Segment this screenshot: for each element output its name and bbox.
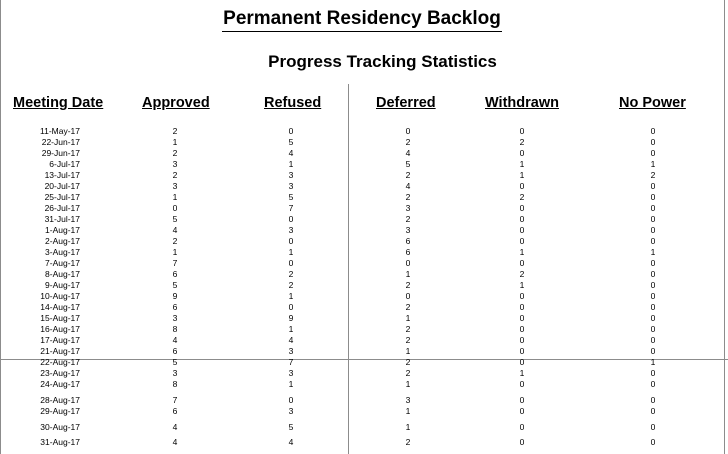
cell-meeting-date: 22-Aug-17	[40, 357, 80, 367]
cell-approved: 8	[172, 324, 178, 334]
table-row	[0, 269, 728, 280]
table-row	[0, 422, 728, 433]
table-row	[0, 379, 728, 390]
cell-refused: 0	[288, 126, 294, 136]
cell-meeting-date: 11-May-17	[40, 126, 80, 136]
table-row	[0, 148, 728, 159]
cell-no-power: 0	[650, 192, 656, 202]
cell-approved: 1	[172, 247, 178, 257]
cell-refused: 5	[288, 192, 294, 202]
cell-approved: 8	[172, 379, 178, 389]
cell-refused: 3	[288, 406, 294, 416]
table-row	[0, 357, 728, 368]
table-row	[0, 203, 728, 214]
header-no-power: No Power	[619, 95, 686, 111]
cell-deferred: 1	[405, 269, 411, 279]
table-row	[0, 313, 728, 324]
cell-approved: 4	[172, 422, 178, 432]
cell-approved: 3	[172, 313, 178, 323]
cell-approved: 9	[172, 291, 178, 301]
table-row	[0, 324, 728, 335]
cell-refused: 4	[288, 148, 294, 158]
cell-deferred: 1	[405, 422, 411, 432]
cell-deferred: 2	[405, 192, 411, 202]
cell-meeting-date: 15-Aug-17	[40, 313, 80, 323]
cell-no-power: 0	[650, 137, 656, 147]
cell-meeting-date: 20-Jul-17	[44, 181, 80, 191]
cell-meeting-date: 9-Aug-17	[45, 280, 80, 290]
cell-approved: 6	[172, 346, 178, 356]
cell-no-power: 0	[650, 395, 656, 405]
table-row	[0, 258, 728, 269]
cell-no-power: 0	[650, 214, 656, 224]
cell-deferred: 0	[405, 126, 411, 136]
cell-withdrawn: 1	[519, 368, 525, 378]
cell-no-power: 0	[650, 148, 656, 158]
cell-refused: 1	[288, 247, 294, 257]
cell-no-power: 0	[650, 225, 656, 235]
cell-approved: 2	[172, 126, 178, 136]
cell-approved: 3	[172, 159, 178, 169]
cell-deferred: 2	[405, 368, 411, 378]
cell-refused: 0	[288, 214, 294, 224]
cell-approved: 7	[172, 258, 178, 268]
cell-meeting-date: 16-Aug-17	[40, 324, 80, 334]
table-row	[0, 395, 728, 406]
cell-approved: 4	[172, 225, 178, 235]
table-row	[0, 406, 728, 417]
cell-withdrawn: 0	[519, 258, 525, 268]
cell-refused: 3	[288, 225, 294, 235]
cell-deferred: 4	[405, 148, 411, 158]
table-row	[0, 302, 728, 313]
cell-approved: 3	[172, 181, 178, 191]
cell-refused: 5	[288, 137, 294, 147]
cell-withdrawn: 0	[519, 335, 525, 345]
cell-withdrawn: 2	[519, 192, 525, 202]
cell-meeting-date: 22-Jun-17	[41, 137, 80, 147]
cell-refused: 1	[288, 379, 294, 389]
cell-withdrawn: 0	[519, 225, 525, 235]
cell-approved: 6	[172, 269, 178, 279]
table-row	[0, 214, 728, 225]
cell-no-power: 0	[650, 291, 656, 301]
cell-meeting-date: 10-Aug-17	[40, 291, 80, 301]
cell-refused: 2	[288, 269, 294, 279]
cell-meeting-date: 31-Jul-17	[44, 214, 80, 224]
cell-deferred: 3	[405, 203, 411, 213]
table-row	[0, 368, 728, 379]
cell-refused: 1	[288, 159, 294, 169]
cell-approved: 4	[172, 437, 178, 447]
cell-no-power: 0	[650, 236, 656, 246]
header-withdrawn: Withdrawn	[485, 95, 559, 111]
cell-no-power: 1	[650, 159, 656, 169]
cell-deferred: 2	[405, 137, 411, 147]
table-row	[0, 247, 728, 258]
cell-refused: 1	[288, 291, 294, 301]
cell-withdrawn: 0	[519, 357, 525, 367]
cell-refused: 1	[288, 324, 294, 334]
cell-deferred: 2	[405, 335, 411, 345]
cell-meeting-date: 24-Aug-17	[40, 379, 80, 389]
cell-meeting-date: 6-Jul-17	[49, 159, 80, 169]
table-row	[0, 236, 728, 247]
cell-meeting-date: 30-Aug-17	[40, 422, 80, 432]
cell-meeting-date: 25-Jul-17	[44, 192, 80, 202]
cell-deferred: 2	[405, 280, 411, 290]
cell-meeting-date: 29-Jun-17	[41, 148, 80, 158]
cell-meeting-date: 8-Aug-17	[45, 269, 80, 279]
cell-no-power: 0	[650, 422, 656, 432]
cell-approved: 5	[172, 214, 178, 224]
cell-approved: 2	[172, 170, 178, 180]
cell-approved: 1	[172, 192, 178, 202]
cell-refused: 4	[288, 437, 294, 447]
cell-no-power: 0	[650, 406, 656, 416]
cell-refused: 0	[288, 395, 294, 405]
cell-deferred: 0	[405, 291, 411, 301]
table-row	[0, 335, 728, 346]
cell-refused: 7	[288, 203, 294, 213]
cell-withdrawn: 1	[519, 159, 525, 169]
cell-approved: 6	[172, 302, 178, 312]
cell-withdrawn: 0	[519, 437, 525, 447]
cell-refused: 9	[288, 313, 294, 323]
table-row	[0, 346, 728, 357]
cell-meeting-date: 23-Aug-17	[40, 368, 80, 378]
cell-withdrawn: 1	[519, 170, 525, 180]
cell-no-power: 1	[650, 247, 656, 257]
cell-deferred: 5	[405, 159, 411, 169]
cell-withdrawn: 0	[519, 291, 525, 301]
cell-withdrawn: 2	[519, 137, 525, 147]
cell-no-power: 0	[650, 302, 656, 312]
cell-no-power: 0	[650, 346, 656, 356]
cell-deferred: 2	[405, 214, 411, 224]
cell-meeting-date: 29-Aug-17	[40, 406, 80, 416]
cell-withdrawn: 0	[519, 181, 525, 191]
cell-meeting-date: 14-Aug-17	[40, 302, 80, 312]
cell-withdrawn: 0	[519, 302, 525, 312]
cell-withdrawn: 0	[519, 379, 525, 389]
table-row	[0, 225, 728, 236]
cell-deferred: 1	[405, 346, 411, 356]
cell-no-power: 2	[650, 170, 656, 180]
cell-meeting-date: 17-Aug-17	[40, 335, 80, 345]
cell-no-power: 1	[650, 357, 656, 367]
cell-refused: 3	[288, 368, 294, 378]
table-row	[0, 280, 728, 291]
cell-no-power: 0	[650, 324, 656, 334]
cell-refused: 0	[288, 258, 294, 268]
cell-meeting-date: 21-Aug-17	[40, 346, 80, 356]
cell-approved: 3	[172, 368, 178, 378]
table-row	[0, 159, 728, 170]
cell-withdrawn: 0	[519, 148, 525, 158]
cell-refused: 5	[288, 422, 294, 432]
cell-withdrawn: 0	[519, 203, 525, 213]
cell-approved: 4	[172, 335, 178, 345]
cell-approved: 0	[172, 203, 178, 213]
cell-no-power: 0	[650, 379, 656, 389]
cell-approved: 5	[172, 280, 178, 290]
table-row	[0, 126, 728, 137]
cell-approved: 5	[172, 357, 178, 367]
cell-deferred: 0	[405, 258, 411, 268]
cell-deferred: 6	[405, 247, 411, 257]
document-subtitle: Progress Tracking Statistics	[268, 52, 497, 71]
document-title: Permanent Residency Backlog	[222, 8, 502, 32]
cell-approved: 6	[172, 406, 178, 416]
cell-refused: 0	[288, 236, 294, 246]
cell-deferred: 3	[405, 395, 411, 405]
cell-deferred: 2	[405, 437, 411, 447]
cell-meeting-date: 26-Jul-17	[44, 203, 80, 213]
cell-refused: 4	[288, 335, 294, 345]
cell-no-power: 0	[650, 368, 656, 378]
cell-deferred: 1	[405, 406, 411, 416]
header-deferred: Deferred	[376, 95, 436, 111]
cell-refused: 2	[288, 280, 294, 290]
cell-withdrawn: 0	[519, 324, 525, 334]
cell-no-power: 0	[650, 280, 656, 290]
cell-refused: 3	[288, 170, 294, 180]
cell-withdrawn: 1	[519, 280, 525, 290]
header-refused: Refused	[264, 95, 322, 111]
cell-meeting-date: 28-Aug-17	[40, 395, 80, 405]
table-row	[0, 291, 728, 302]
cell-deferred: 2	[405, 324, 411, 334]
cell-deferred: 3	[405, 225, 411, 235]
cell-withdrawn: 0	[519, 406, 525, 416]
cell-deferred: 2	[405, 302, 411, 312]
cell-no-power: 0	[650, 313, 656, 323]
cell-meeting-date: 7-Aug-17	[45, 258, 80, 268]
cell-withdrawn: 0	[519, 313, 525, 323]
cell-withdrawn: 1	[519, 247, 525, 257]
cell-deferred: 2	[405, 357, 411, 367]
header-meeting-date: Meeting Date	[13, 95, 104, 111]
table-row	[0, 192, 728, 203]
table-row	[0, 181, 728, 192]
cell-approved: 2	[172, 148, 178, 158]
cell-no-power: 0	[650, 335, 656, 345]
cell-no-power: 0	[650, 269, 656, 279]
header-approved: Approved	[142, 95, 210, 111]
cell-withdrawn: 0	[519, 422, 525, 432]
table-row	[0, 170, 728, 181]
cell-meeting-date: 3-Aug-17	[45, 247, 80, 257]
cell-deferred: 1	[405, 313, 411, 323]
cell-no-power: 0	[650, 258, 656, 268]
cell-deferred: 6	[405, 236, 411, 246]
table-row	[0, 437, 728, 448]
cell-deferred: 1	[405, 379, 411, 389]
cell-approved: 7	[172, 395, 178, 405]
cell-no-power: 0	[650, 181, 656, 191]
cell-refused: 0	[288, 302, 294, 312]
cell-deferred: 2	[405, 170, 411, 180]
cell-refused: 7	[288, 357, 294, 367]
cell-approved: 2	[172, 236, 178, 246]
cell-deferred: 4	[405, 181, 411, 191]
cell-meeting-date: 31-Aug-17	[40, 437, 80, 447]
cell-no-power: 0	[650, 126, 656, 136]
cell-withdrawn: 2	[519, 269, 525, 279]
cell-refused: 3	[288, 346, 294, 356]
cell-no-power: 0	[650, 203, 656, 213]
cell-withdrawn: 0	[519, 346, 525, 356]
cell-no-power: 0	[650, 437, 656, 447]
cell-withdrawn: 0	[519, 236, 525, 246]
cell-meeting-date: 13-Jul-17	[44, 170, 80, 180]
cell-withdrawn: 0	[519, 395, 525, 405]
cell-meeting-date: 1-Aug-17	[45, 225, 80, 235]
cell-approved: 1	[172, 137, 178, 147]
cell-meeting-date: 2-Aug-17	[45, 236, 80, 246]
cell-withdrawn: 0	[519, 126, 525, 136]
cell-refused: 3	[288, 181, 294, 191]
table-row	[0, 137, 728, 148]
cell-withdrawn: 0	[519, 214, 525, 224]
